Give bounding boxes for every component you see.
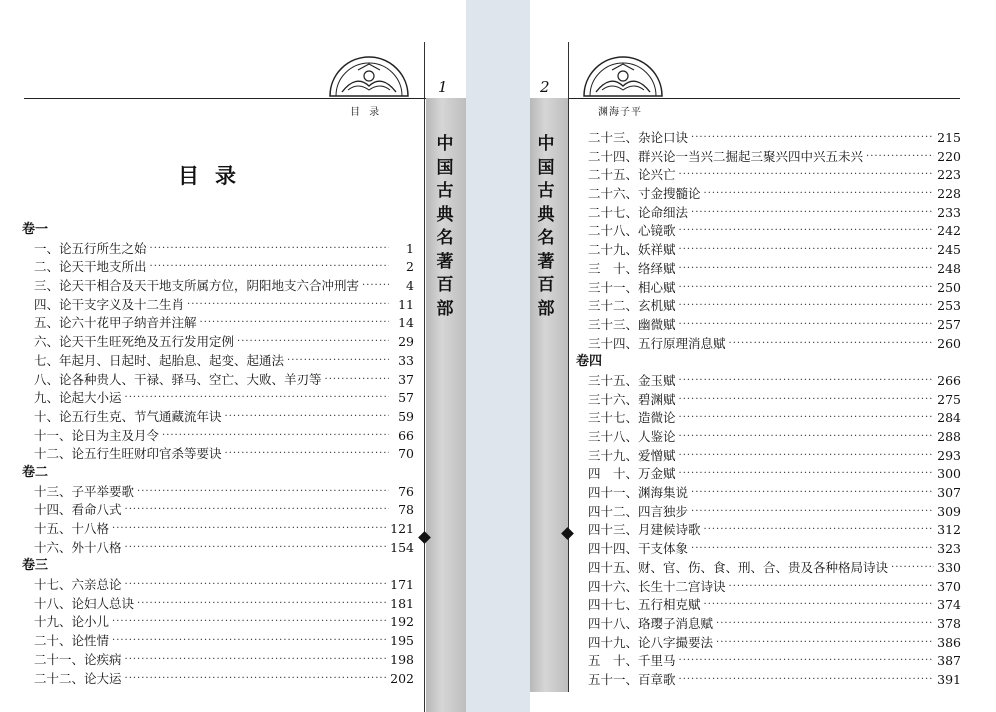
side-title xyxy=(534,133,558,321)
toc-entry-page: 171 xyxy=(390,577,414,593)
toc-entry[interactable] xyxy=(22,595,414,614)
side-title-char: 著 xyxy=(537,251,555,272)
toc-entry-label: 十、论五行生克、节气通藏流年诀 xyxy=(34,408,222,424)
toc-entry-label: 三十四、五行原理消息赋 xyxy=(588,335,726,351)
toc-entry[interactable] xyxy=(576,241,961,260)
leader-dots xyxy=(691,540,934,559)
toc-entry[interactable] xyxy=(576,671,961,690)
toc-entry-page: 250 xyxy=(937,279,961,295)
toc-entry-label: 四 十、万金赋 xyxy=(588,466,676,482)
toc-entry-label: 五十一、百章歌 xyxy=(588,671,676,687)
toc-entry-label: 五 十、千里马 xyxy=(588,653,676,669)
toc-entry-label: 二十四、群兴论一当兴二掘起三聚兴四中兴五未兴 xyxy=(588,148,864,164)
toc-entry[interactable] xyxy=(576,409,961,428)
leader-dots xyxy=(137,483,389,502)
side-title-char: 古 xyxy=(436,181,454,201)
leader-dots xyxy=(691,484,934,503)
toc-entry[interactable] xyxy=(22,670,414,689)
leader-dots xyxy=(716,634,934,653)
page-title: 目录 xyxy=(178,163,252,188)
toc-entry-label: 七、年起月、日起时、起胎息、起变、起通法 xyxy=(34,352,285,368)
leader-dots xyxy=(704,185,935,204)
leader-dots xyxy=(112,520,387,539)
toc-entry[interactable] xyxy=(22,371,414,390)
toc-entry-label: 四十四、干支体象 xyxy=(588,541,689,557)
toc-entry[interactable] xyxy=(22,483,414,502)
toc-entry-page: 192 xyxy=(390,614,414,630)
toc-entry-label: 四十八、珞璎子消息赋 xyxy=(588,615,714,631)
side-title-char: 古 xyxy=(537,181,555,201)
leader-dots xyxy=(187,296,389,315)
toc-entry[interactable] xyxy=(576,204,961,223)
leader-dots xyxy=(679,652,935,671)
toc-entry-page: 248 xyxy=(937,260,961,276)
toc-entry[interactable] xyxy=(22,277,414,296)
toc-entry[interactable] xyxy=(576,578,961,597)
leader-dots xyxy=(691,503,934,522)
toc-entry-page: 70 xyxy=(398,446,414,462)
toc-entry[interactable] xyxy=(22,333,414,352)
toc-entry-label: 十三、子平举要歌 xyxy=(34,483,135,499)
toc-entry-label: 四十五、财、官、伤、食、刑、合、贵及各种格局诗诀 xyxy=(588,559,889,575)
toc-entry-page: 220 xyxy=(937,148,961,164)
toc-entry[interactable] xyxy=(22,427,414,446)
toc-entry[interactable] xyxy=(576,428,961,447)
toc-entry-page: 57 xyxy=(398,390,414,406)
toc-entry-label: 四十六、长生十二宫诗诀 xyxy=(588,578,726,594)
toc-entry-label: 十六、外十八格 xyxy=(34,539,122,555)
leader-dots xyxy=(162,427,389,446)
toc-entry-label: 二十七、论命细法 xyxy=(588,204,689,220)
toc-entry-page: 76 xyxy=(398,483,414,499)
leader-dots xyxy=(679,428,935,447)
side-title-char: 著 xyxy=(436,251,454,272)
toc-entry-label: 一、论五行所生之始 xyxy=(34,240,147,256)
ornament-emblem xyxy=(582,56,664,98)
leader-dots xyxy=(704,521,935,540)
toc-entry[interactable] xyxy=(22,445,414,464)
volume-heading: 卷二 xyxy=(22,464,49,480)
toc-entry[interactable] xyxy=(576,615,961,634)
toc-entry[interactable] xyxy=(22,296,414,315)
toc-entry-label: 三十三、幽微赋 xyxy=(588,316,676,332)
toc-entry[interactable] xyxy=(576,465,961,484)
toc-entry[interactable] xyxy=(576,372,961,391)
toc-entry-page: 223 xyxy=(937,167,961,183)
toc-entry-page: 195 xyxy=(390,633,414,649)
leader-dots xyxy=(125,651,388,670)
leader-dots xyxy=(891,559,934,578)
toc-entry-page: 11 xyxy=(398,296,414,312)
side-title-char: 百 xyxy=(537,275,555,295)
volume-heading: 卷三 xyxy=(22,558,49,574)
toc-entry-label: 二十五、论兴亡 xyxy=(588,167,676,183)
toc-entry[interactable] xyxy=(576,279,961,298)
toc-entry[interactable] xyxy=(22,408,414,427)
toc-entry-page: 228 xyxy=(937,186,961,202)
toc-entry[interactable] xyxy=(576,297,961,316)
leader-dots xyxy=(866,148,934,167)
toc-entry-label: 三、论天干相合及天干地支所属方位，阴阳地支六合冲刑害 xyxy=(34,278,360,294)
toc-right xyxy=(576,129,961,690)
toc-entry[interactable] xyxy=(22,632,414,651)
toc-entry-page: 14 xyxy=(398,315,414,331)
toc-entry[interactable] xyxy=(576,260,961,279)
side-title-char: 国 xyxy=(537,157,555,178)
toc-entry[interactable] xyxy=(22,520,414,539)
toc-entry-label: 二十三、杂论口诀 xyxy=(588,130,689,145)
toc-entry-page: 154 xyxy=(390,539,414,555)
toc-entry-label: 二十九、妖祥赋 xyxy=(588,242,676,258)
leader-dots xyxy=(125,539,388,558)
toc-entry-page: 121 xyxy=(390,521,414,536)
leader-dots xyxy=(679,279,935,298)
toc-entry-label: 十四、看命八式 xyxy=(34,502,122,518)
toc-entry-page: 59 xyxy=(398,408,414,424)
toc-entry-page: 78 xyxy=(398,502,414,518)
leader-dots xyxy=(691,204,934,223)
toc-entry-page: 29 xyxy=(398,334,414,350)
toc-entry-page: 257 xyxy=(937,316,961,332)
toc-entry-label: 八、论各种贵人、干禄、驿马、空亡、大败、羊刃等 xyxy=(34,371,322,387)
toc-entry-label: 二十、论性情 xyxy=(34,633,110,649)
toc-entry[interactable] xyxy=(576,540,961,559)
toc-entry-page: 330 xyxy=(937,559,961,575)
toc-entry-label: 十五、十八格 xyxy=(34,521,110,536)
toc-entry[interactable] xyxy=(22,314,414,333)
toc-entry-label: 四十三、月建候诗歌 xyxy=(588,522,701,538)
toc-entry-label: 十二、论五行生旺财印官杀等要诀 xyxy=(34,446,222,462)
volume-heading: 卷四 xyxy=(576,354,603,370)
toc-entry-label: 十九、论小儿 xyxy=(34,614,110,630)
toc-entry-page: 293 xyxy=(937,447,961,463)
toc-entry-page: 233 xyxy=(937,204,961,220)
toc-left xyxy=(22,221,414,688)
side-title-char: 典 xyxy=(537,204,555,225)
toc-entry-label: 三十七、造微论 xyxy=(588,410,676,426)
toc-entry[interactable] xyxy=(22,613,414,632)
side-title-char: 典 xyxy=(436,204,454,225)
toc-entry-label: 三十二、玄机赋 xyxy=(588,298,676,314)
margin-rule xyxy=(424,42,425,712)
toc-entry[interactable] xyxy=(576,521,961,540)
toc-entry-page: 288 xyxy=(937,429,961,444)
toc-entry-label: 四十七、五行相克赋 xyxy=(588,597,701,613)
left-page xyxy=(0,0,466,712)
toc-entry-label: 十一、论日为主及月令 xyxy=(34,427,160,443)
side-title-char: 部 xyxy=(537,298,555,319)
toc-entry-label: 三十六、碧渊赋 xyxy=(588,391,676,407)
toc-entry-page: 253 xyxy=(937,298,961,314)
leader-dots xyxy=(125,670,388,689)
toc-entry-label: 四十二、四言独步 xyxy=(588,503,689,519)
leader-dots xyxy=(679,372,935,391)
leader-dots xyxy=(679,316,935,335)
leader-dots xyxy=(679,166,935,185)
toc-entry[interactable] xyxy=(576,129,961,148)
leader-dots xyxy=(679,447,935,466)
toc-entry[interactable] xyxy=(22,651,414,670)
toc-entry-page: 2 xyxy=(406,259,414,275)
running-header: 渊海子平 xyxy=(598,107,642,118)
toc-entry[interactable] xyxy=(576,166,961,185)
leader-dots xyxy=(679,671,935,690)
toc-entry-page: 242 xyxy=(937,223,961,239)
header-rule xyxy=(530,98,960,99)
toc-entry[interactable] xyxy=(22,240,414,259)
side-title-char: 名 xyxy=(537,228,555,248)
page-gap xyxy=(466,0,530,712)
toc-entry-page: 307 xyxy=(937,485,961,501)
toc-entry-label: 五、论六十花甲子纳音并注解 xyxy=(34,315,197,331)
toc-entry-page: 312 xyxy=(937,522,961,538)
toc-entry[interactable] xyxy=(576,148,961,167)
page-number: 1 xyxy=(438,78,448,96)
toc-entry[interactable] xyxy=(576,559,961,578)
right-page xyxy=(530,0,996,712)
leader-dots xyxy=(325,371,389,390)
toc-entry-page: 215 xyxy=(937,130,961,145)
toc-entry[interactable] xyxy=(576,596,961,615)
leader-dots xyxy=(112,632,387,651)
toc-entry-label: 三十九、爱憎赋 xyxy=(588,447,676,463)
toc-entry-page: 260 xyxy=(937,335,961,351)
toc-entry-page: 33 xyxy=(398,352,414,368)
page-number: 2 xyxy=(540,78,550,96)
leader-dots xyxy=(125,501,389,520)
toc-entry-label: 四十九、论八字撮要法 xyxy=(588,634,714,650)
leader-dots xyxy=(287,352,389,371)
toc-entry-label: 二十一、论疾病 xyxy=(34,651,122,667)
toc-entry[interactable] xyxy=(576,503,961,522)
toc-entry-page: 378 xyxy=(937,615,961,631)
leader-dots xyxy=(691,129,934,148)
toc-entry[interactable] xyxy=(22,539,414,558)
leader-dots xyxy=(679,222,935,241)
toc-entry-page: 202 xyxy=(390,670,414,686)
side-title xyxy=(433,133,457,321)
toc-entry-label: 三 十、络绎赋 xyxy=(588,260,676,276)
toc-entry[interactable] xyxy=(576,634,961,653)
leader-dots xyxy=(679,409,935,428)
toc-entry[interactable] xyxy=(576,484,961,503)
toc-entry-page: 323 xyxy=(937,541,961,557)
toc-entry-page: 386 xyxy=(937,634,961,650)
toc-entry-page: 391 xyxy=(937,671,961,687)
leader-dots xyxy=(125,576,388,595)
toc-entry[interactable] xyxy=(576,335,961,354)
toc-entry[interactable] xyxy=(576,222,961,241)
leader-dots xyxy=(704,596,935,615)
toc-entry-label: 十八、论妇人总诀 xyxy=(34,595,135,611)
toc-entry-page: 37 xyxy=(398,371,414,387)
leader-dots xyxy=(200,314,389,333)
toc-entry-label: 六、论天干生旺死绝及五行发用定例 xyxy=(34,334,235,350)
toc-entry-page: 300 xyxy=(937,466,961,482)
running-header: 目 录 xyxy=(350,107,383,118)
side-title-char: 国 xyxy=(436,157,454,178)
toc-entry-page: 4 xyxy=(406,278,414,294)
header-rule xyxy=(24,98,466,99)
toc-entry-page: 284 xyxy=(937,410,961,426)
volume-heading: 卷一 xyxy=(22,222,49,237)
toc-entry[interactable] xyxy=(22,501,414,520)
toc-entry-page: 1 xyxy=(406,240,414,256)
leader-dots xyxy=(729,335,935,354)
side-title-char: 百 xyxy=(436,275,454,295)
side-title-char: 中 xyxy=(436,134,454,154)
leader-dots xyxy=(679,260,935,279)
toc-entry-label: 二十八、心镜歌 xyxy=(588,223,676,239)
leader-dots xyxy=(679,297,935,316)
toc-entry[interactable] xyxy=(576,652,961,671)
leader-dots xyxy=(729,578,935,597)
leader-dots xyxy=(137,595,387,614)
toc-entry[interactable] xyxy=(22,352,414,371)
toc-entry-page: 181 xyxy=(390,595,414,611)
leader-dots xyxy=(150,240,389,259)
toc-entry[interactable] xyxy=(22,389,414,408)
toc-entry-page: 66 xyxy=(398,427,414,443)
leader-dots xyxy=(362,277,389,296)
ornament-emblem xyxy=(328,56,410,98)
toc-entry[interactable] xyxy=(576,185,961,204)
toc-entry-page: 370 xyxy=(937,578,961,594)
toc-entry-label: 十七、六亲总论 xyxy=(34,577,122,593)
side-title-char: 名 xyxy=(436,228,454,248)
toc-entry-page: 309 xyxy=(937,503,961,519)
toc-entry-label: 二、论天干地支所出 xyxy=(34,259,147,275)
leader-dots xyxy=(716,615,934,634)
toc-entry-label: 二十二、论大运 xyxy=(34,670,122,686)
toc-entry[interactable] xyxy=(22,576,414,595)
toc-entry-page: 245 xyxy=(937,242,961,258)
toc-entry-label: 四、论干支字义及十二生肖 xyxy=(34,296,185,312)
toc-entry[interactable] xyxy=(576,391,961,410)
toc-entry-label: 三十五、金玉赋 xyxy=(588,372,676,388)
toc-entry-page: 275 xyxy=(937,391,961,407)
toc-entry-page: 387 xyxy=(937,653,961,669)
leader-dots xyxy=(225,445,389,464)
toc-entry[interactable] xyxy=(576,447,961,466)
toc-entry-label: 二十六、寸金搜髓论 xyxy=(588,186,701,202)
toc-entry-label: 三十一、相心赋 xyxy=(588,279,676,295)
toc-entry-label: 三十八、人鉴论 xyxy=(588,429,676,444)
toc-entry[interactable] xyxy=(22,258,414,277)
leader-dots xyxy=(125,389,389,408)
toc-entry[interactable] xyxy=(576,316,961,335)
toc-entry-page: 266 xyxy=(937,372,961,388)
toc-entry-page: 198 xyxy=(390,651,414,667)
toc-entry-label: 四十一、渊海集说 xyxy=(588,485,689,501)
leader-dots xyxy=(679,241,935,260)
toc-entry-label: 九、论起大小运 xyxy=(34,390,122,406)
leader-dots xyxy=(225,408,389,427)
side-title-char: 中 xyxy=(537,134,555,154)
leader-dots xyxy=(679,465,935,484)
leader-dots xyxy=(679,391,935,410)
toc-entry-page: 374 xyxy=(937,597,961,613)
side-title-char: 部 xyxy=(436,298,454,319)
leader-dots xyxy=(112,613,387,632)
leader-dots xyxy=(150,258,389,277)
margin-rule xyxy=(568,42,569,692)
leader-dots xyxy=(237,333,389,352)
